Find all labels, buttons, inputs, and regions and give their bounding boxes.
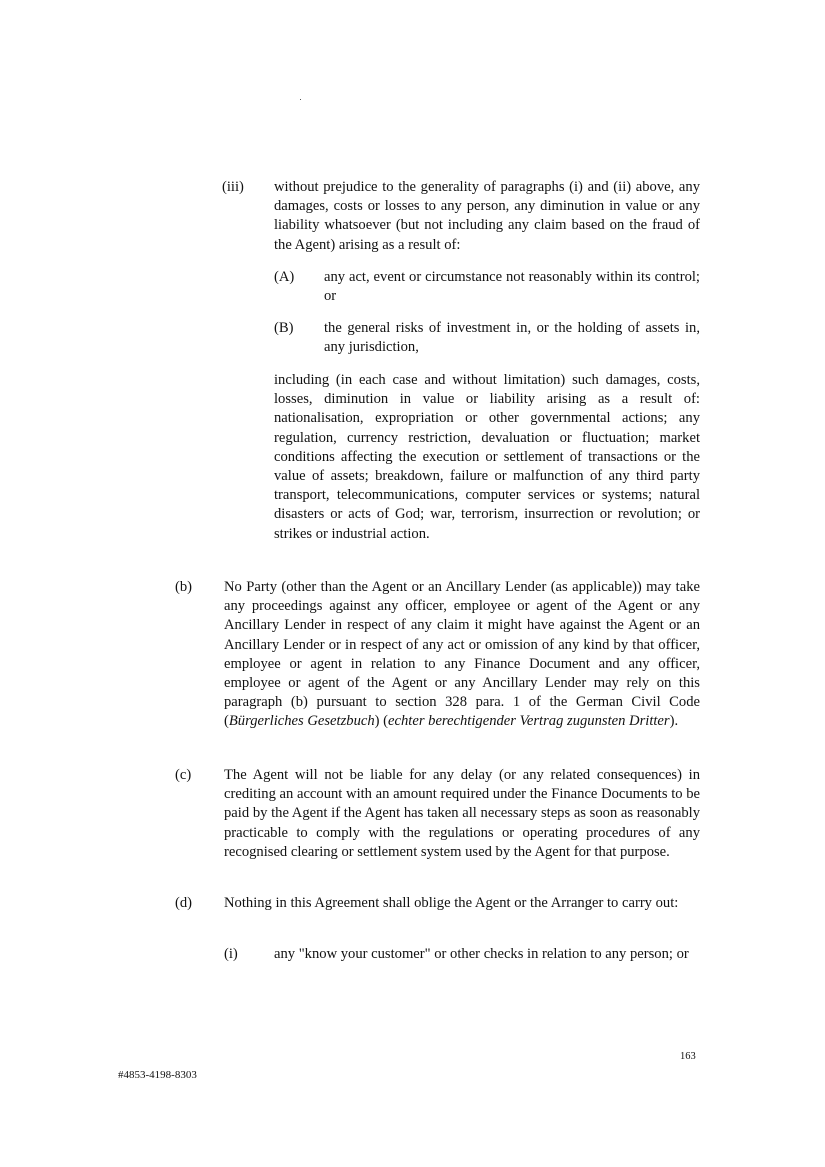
clause-c-number: (c) xyxy=(175,767,192,783)
clause-d-number: (d) xyxy=(175,895,193,911)
clause-b-text xyxy=(224,578,700,732)
document-reference: #4853-4198-8303 xyxy=(118,1069,197,1081)
clause-B-text: the general risks of investment in, or the holding of assets in, any jurisdiction, xyxy=(324,320,700,356)
clause-d-text: Nothing in this Agreement shall oblige the Agent or the Arranger to carry out: xyxy=(224,895,679,911)
clause-A-text: any act, event or circumstance not reasonably within its control; or xyxy=(324,269,700,305)
clause-b-number: (b) xyxy=(175,579,193,595)
clause-iii-including-text: including (in each case and without limitation) such damages, costs, losses, diminution in value or liability arising as a result of: nationalisation, expropriation or other governmental actions; any regulation, currency restriction, devaluation or fluctuation; market conditions affecting the execution or settlement of transactions or the value of assets; breakdown, failure or malfunction of any third party transport, telecommunications, computer services or systems; natural disasters or acts of God; war, terrorism, insurrection or revolution; or strikes or industrial action. xyxy=(274,372,700,542)
clause-i-text: any "know your customer" or other checks in relation to any person; or xyxy=(274,946,689,962)
page-number: 163 xyxy=(680,1051,696,1062)
clause-b-italic-contract: echter berechtigender Vertrag zugunsten Dritter xyxy=(388,713,670,730)
clause-A-number: (A) xyxy=(274,269,295,285)
clause-b-main: No Party (other than the Agent or an Ancillary Lender (as applicable)) may take any proceedings against any officer, employee or agent of the Agent or any Ancillary Lender in respect of any claim it might have against the Agent or an Ancillary Lender or in respect of any act or omission of any kind by that officer, employee or agent in relation to any Finance Document and any officer, employee or agent of the Agent or any Ancillary Lender may rely on this paragraph (b) pursuant to section 328 para. 1 of the German Civil Code ( xyxy=(224,579,700,730)
clause-i-number: (i) xyxy=(224,946,238,962)
clause-c-text: The Agent will not be liable for any delay (or any related consequences) in crediting an account with an amount required under the Finance Documents to be paid by the Agent if the Agent has taken all necessary steps as soon as reasonably practicable to comply with the regulations or operating procedures of any recognised clearing or settlement system used by the Agent for that purpose. xyxy=(224,767,700,860)
clause-b-mid: ) ( xyxy=(374,713,389,730)
clause-iii-text: without prejudice to the generality of paragraphs (i) and (ii) above, any damages, costs or losses to any person, any diminution in value or any liability whatsoever (but not including any claim based on the fraud of the Agent) arising as a result of: xyxy=(274,179,700,253)
clause-B-number: (B) xyxy=(274,320,294,336)
stray-mark xyxy=(300,99,301,100)
clause-iii-number: (iii) xyxy=(222,179,244,195)
clause-b-end: ). xyxy=(669,713,679,730)
clause-b-italic-civil-code: Bürgerliches Gesetzbuch xyxy=(228,713,375,730)
